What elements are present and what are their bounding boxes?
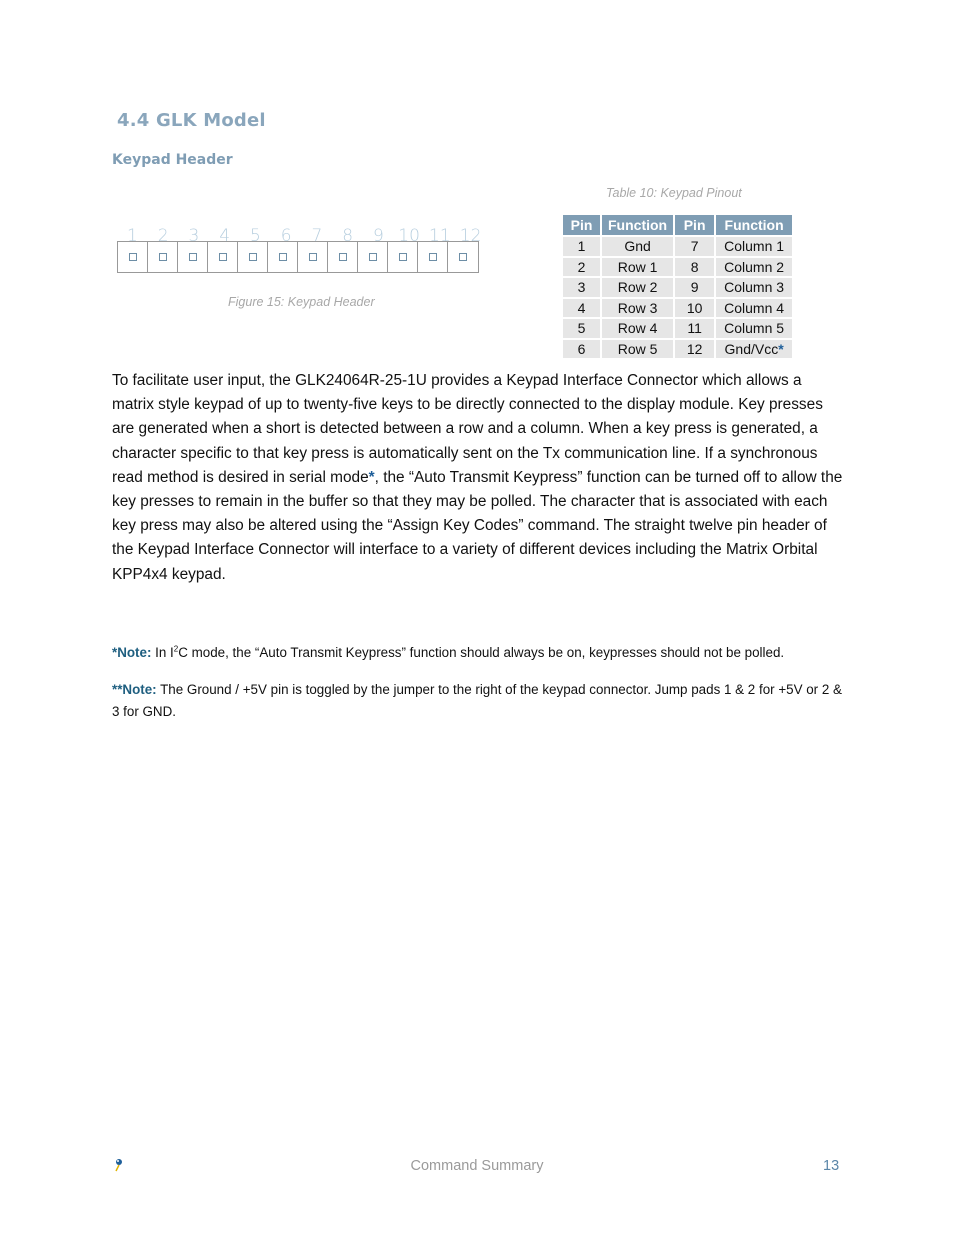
table-cell-text: Column 2 [724,258,785,275]
table-header-cell: Pin [562,214,601,236]
header-pin [328,242,358,272]
table-cell-text: 3 [577,279,586,296]
note-text: The Ground / +5V pin is toggled by the jumper to the right of the keypad connector. Jump pads 1 & 2 for +5V or 2 & 3 for GND. [112,682,842,719]
pin-pad-icon [249,253,257,261]
footer-title: Command Summary [410,1158,544,1174]
header-pin-number: 4 [219,226,231,246]
table-cell [562,339,601,360]
pin-pad-icon [339,253,347,261]
pin-pad-icon [159,253,167,261]
body-text-part2: , the “Auto Transmit Keypress” function can be turned off to allow the key presses to remain in the buffer so that they may be polled. The character that is associated with each key press may also be altered using the “Assign Key Codes” command. The straight twelve pin header of the Keypad Interface Connector will interface to a variety of different devices including the Matrix Orbital KPP4x4 keypad. [112,468,843,583]
header-pin [418,242,448,272]
table-row [562,339,793,360]
header-pin-number: 7 [311,226,323,246]
table-cell [562,318,601,339]
body-text-part1: To facilitate user input, the GLK24064R-25-1U provides a Keypad Interface Connector which allows a matrix style keypad of up to twenty-five keys to be directly connected to the display module. Key presses are generated when a short is detected between a row and a column. When a key press is generated, a character specific to that key press is automatically sent on the Tx communication line. If a synchronous read method is desired in serial mode [112,372,823,486]
table-cell [601,277,674,298]
table-cell [715,298,793,319]
footnote-marker: * [368,468,375,486]
header-pin-number: 5 [249,226,261,246]
header-pin [298,242,328,272]
table-cell [674,298,715,319]
table-cell [601,318,674,339]
table-row [562,257,793,278]
table-cell [715,257,793,278]
keypad-header-figure [117,226,487,274]
header-pin-number: 2 [157,226,169,246]
table-cell-text: 4 [577,299,586,316]
table-cell [674,236,715,257]
header-pin-row [117,241,479,273]
table-cell-text: Column 4 [724,299,785,316]
table-cell [562,257,601,278]
keypad-pinout-table [561,213,794,360]
header-pin [238,242,268,272]
header-pin [358,242,388,272]
header-pin-number: 1 [126,226,138,246]
header-pin-number: 3 [188,226,200,246]
note-ground-vcc [112,679,847,723]
table-cell [562,298,601,319]
table-row [562,277,793,298]
table-cell-text: Row 5 [617,340,658,357]
pin-pad-icon [189,253,197,261]
table-cell [674,257,715,278]
body-paragraph [112,369,847,587]
section-title: 4.4 GLK Model [117,110,266,131]
figure-caption: Figure 15: Keypad Header [228,295,375,309]
table-cell [715,277,793,298]
pin-pad-icon [459,253,467,261]
footnote-marker: * [778,340,784,357]
pin-pad-icon [219,253,227,261]
table-row [562,298,793,319]
header-pin [148,242,178,272]
header-pin-number: 6 [280,226,292,246]
header-pin [388,242,418,272]
header-pin-number: 11 [429,226,451,246]
table-cell-text: Column 5 [724,320,785,337]
pin-pad-icon [429,253,437,261]
table-cell [715,236,793,257]
table-cell-text: 11 [687,320,702,337]
table-cell-text: 12 [686,340,703,357]
table-cell-text: Gnd [624,238,651,255]
table-header-cell: Function [601,214,674,236]
table-header-cell: Pin [674,214,715,236]
table-header-row [562,214,793,236]
table-cell [715,339,793,360]
table-row [562,318,793,339]
header-pin [178,242,208,272]
page-number: 13 [823,1158,840,1174]
pin-pad-icon [399,253,407,261]
table-cell-text: 5 [577,320,586,337]
table-cell-text: Row 2 [617,279,658,296]
note-label: **Note: [112,682,157,697]
table-cell-text: Column 3 [724,279,785,296]
table-cell [562,277,601,298]
table-cell-text: Row 1 [617,258,658,275]
header-pin [208,242,238,272]
note-i2c [112,642,847,664]
table-caption: Table 10: Keypad Pinout [606,186,742,200]
table-cell-text: 7 [690,238,699,255]
pin-pad-icon [129,253,137,261]
table-cell-text: Row 3 [617,299,658,316]
table-cell [601,257,674,278]
table-cell [601,298,674,319]
table-cell-text: Gnd/Vcc [724,340,779,357]
table-cell-text: 10 [686,299,703,316]
table-cell-text: 6 [577,340,586,357]
table-cell [601,339,674,360]
header-pin [448,242,478,272]
header-pin-number: 10 [398,226,420,246]
table-row [562,236,793,257]
table-cell [674,339,715,360]
pin-pad-icon [309,253,317,261]
header-pin-number: 8 [342,226,354,246]
table-cell [674,318,715,339]
table-cell [674,277,715,298]
table-header-cell: Function [715,214,793,236]
note-superscript: 2 [173,644,179,654]
header-pin-number: 9 [372,226,384,246]
pin-pad-icon [279,253,287,261]
subsection-title: Keypad Header [112,152,233,168]
table-cell-text: 9 [690,279,699,296]
pin-pad-icon [369,253,377,261]
table-cell [562,236,601,257]
note-label: *Note: [112,645,152,660]
header-pin [268,242,298,272]
table-cell-text: 8 [690,258,699,275]
table-cell-text: Row 4 [617,320,658,337]
note-text: In I [151,645,174,660]
table-cell-text: 2 [577,258,586,275]
header-pin-number: 12 [459,226,482,246]
table-cell [601,236,674,257]
table-cell-text: 1 [577,238,586,255]
table-cell [715,318,793,339]
table-cell-text: Column 1 [724,238,785,255]
note-text: C mode, the “Auto Transmit Keypress” function should always be on, keypresses should not be polled. [178,645,785,660]
header-pin [118,242,148,272]
